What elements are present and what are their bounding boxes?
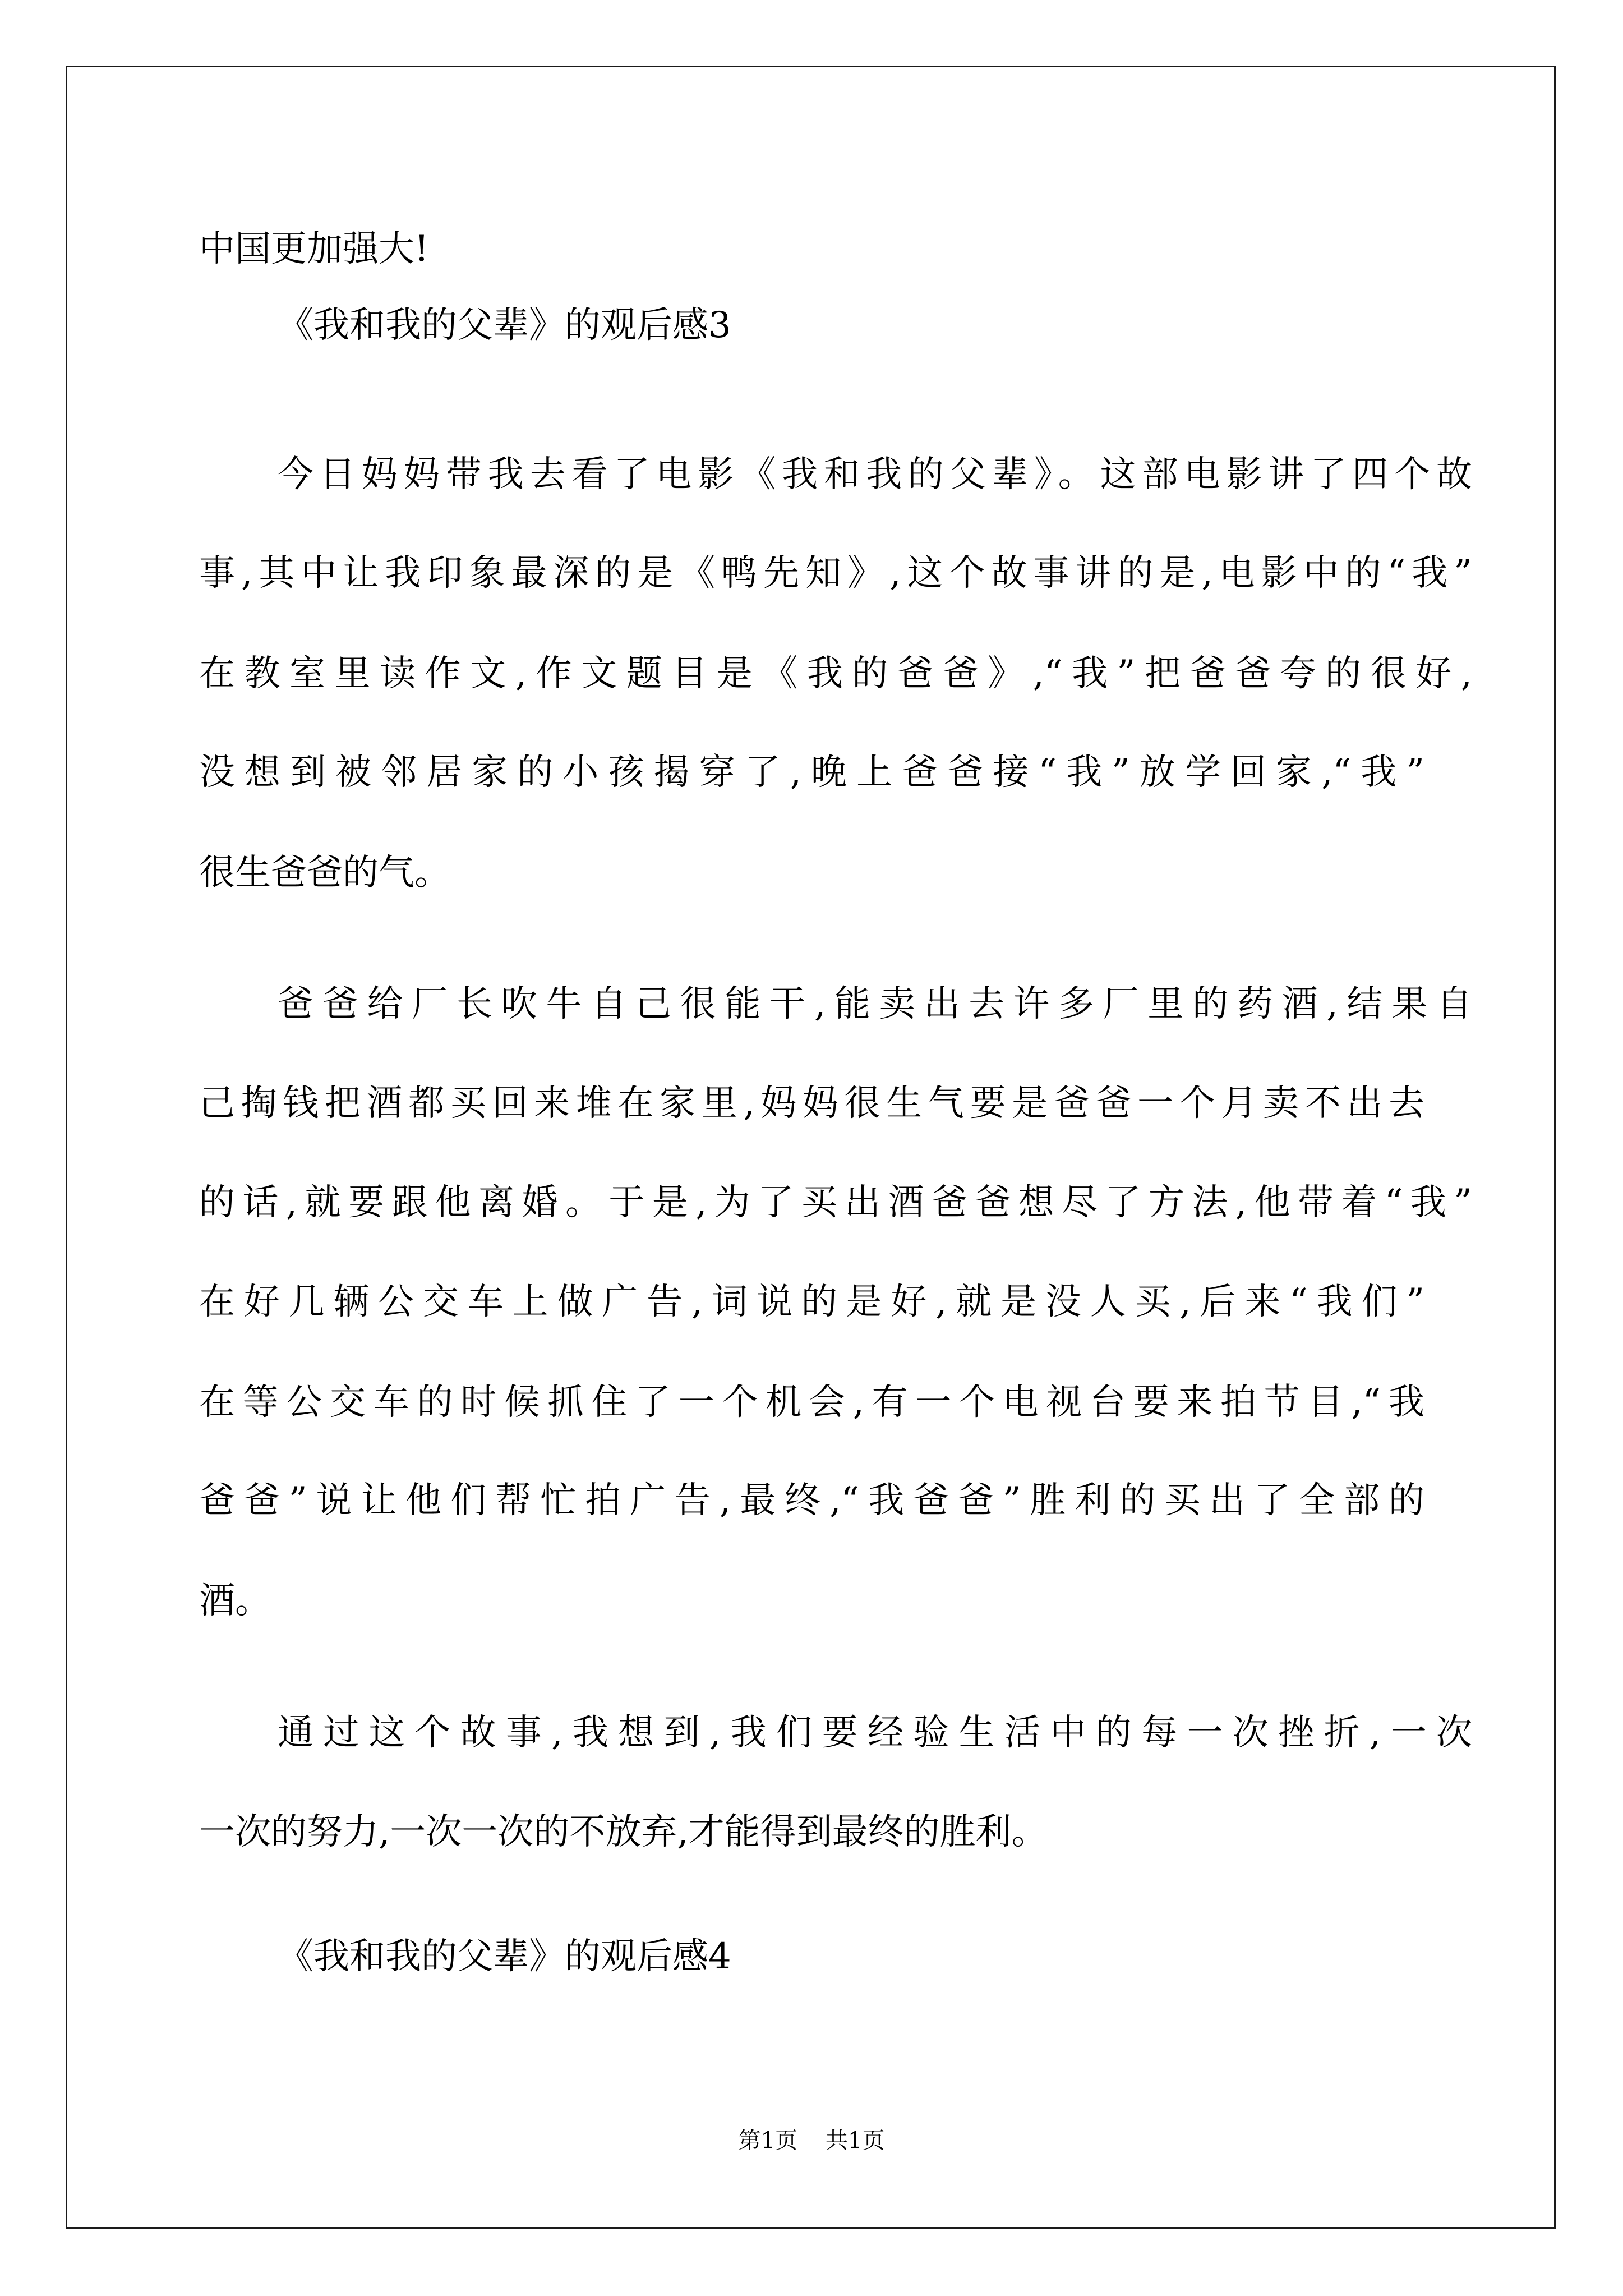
body-line: 事,其中让我印象最深的是《鸭先知》,这个故事讲的是,电影中的“我” bbox=[199, 553, 1472, 594]
page-number: 第1页 bbox=[738, 2128, 797, 2154]
body-line: 中国更加强大! bbox=[199, 228, 429, 270]
body-line: 爸爸”说让他们帮忙拍广告,最终,“我爸爸”胜利的买出了全部的 bbox=[199, 1480, 1424, 1521]
body-line: 在等公交车的时候抓住了一个机会,有一个电视台要来拍节目,“我 bbox=[199, 1382, 1424, 1423]
body-line: 酒。 bbox=[199, 1580, 271, 1622]
page-total: 共1页 bbox=[826, 2128, 885, 2154]
body-line: 今日妈妈带我去看了电影《我和我的父辈》。这部电影讲了四个故 bbox=[278, 454, 1472, 495]
body-line: 己掏钱把酒都买回来堆在家里,妈妈很生气要是爸爸一个月卖不出去 bbox=[199, 1083, 1424, 1124]
body-line: 很生爸爸的气。 bbox=[199, 852, 450, 894]
body-line: 在好几辆公交车上做广告,词说的是好,就是没人买,后来“我们” bbox=[199, 1281, 1424, 1323]
body-line: 通过这个故事,我想到,我们要经验生活中的每一次挫折,一次 bbox=[278, 1712, 1472, 1754]
body-line: 在教室里读作文,作文题目是《我的爸爸》,“我”把爸爸夸的很好, bbox=[199, 653, 1472, 694]
section-heading: 《我和我的父辈》的观后感3 bbox=[278, 305, 731, 346]
page-footer bbox=[0, 2129, 1623, 2152]
page-border bbox=[66, 66, 1556, 2229]
body-line: 一次的努力,一次一次的不放弃,才能得到最终的胜利。 bbox=[199, 1811, 1048, 1853]
section-heading: 《我和我的父辈》的观后感4 bbox=[278, 1936, 731, 1977]
body-line: 的话,就要跟他离婚。于是,为了买出酒爸爸想尽了方法,他带着“我” bbox=[199, 1182, 1472, 1223]
body-line: 爸爸给厂长吹牛自己很能干,能卖出去许多厂里的药酒,结果自 bbox=[278, 983, 1472, 1025]
body-line: 没想到被邻居家的小孩揭穿了,晚上爸爸接“我”放学回家,“我” bbox=[199, 752, 1424, 793]
